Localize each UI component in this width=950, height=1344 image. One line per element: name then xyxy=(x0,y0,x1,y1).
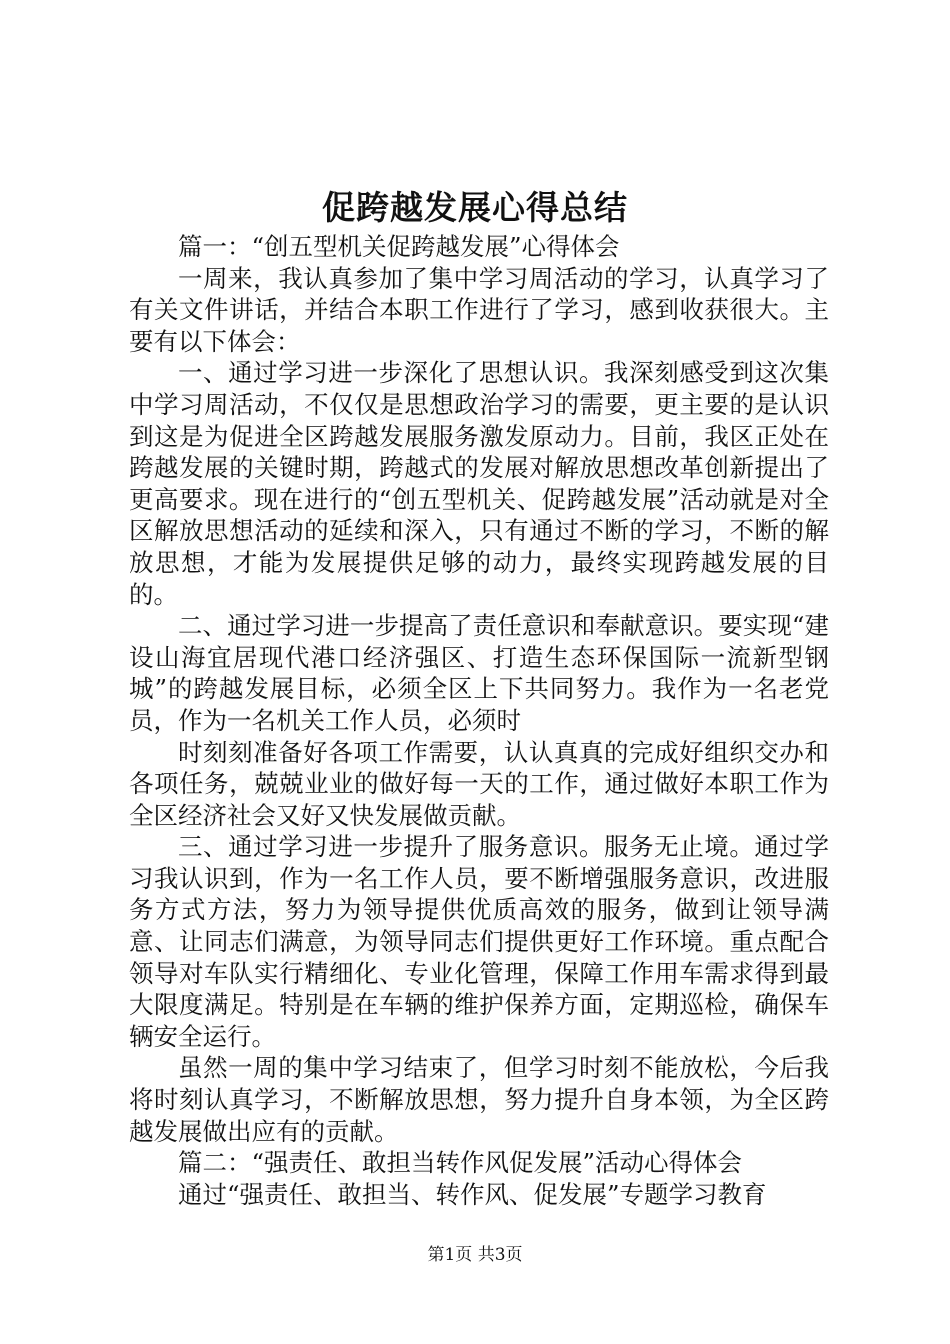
paragraph-point-two-continued: 时刻刻准备好各项工作需要，认认真真的完成好组织交办和各项任务，兢兢业业的做好每一天的工作，通过做好本职工作为全区经济社会又好又快发展做贡献。 xyxy=(129,737,829,830)
paragraph-heading-part-two: 篇二：“强责任、敢担当转作风促发展”活动心得体会 xyxy=(178,1148,743,1178)
paragraph-conclusion: 虽然一周的集中学习结束了，但学习时刻不能放松，今后我将时刻认真学习，不断解放思想，努力提升自身本领，为全区跨越发展做出应有的贡献。 xyxy=(129,1053,829,1146)
document-title: 促跨越发展心得总结 xyxy=(322,188,628,227)
paragraph-point-two: 二、通过学习进一步提高了责任意识和奉献意识。要实现“建设山海宜居现代港口经济强区、打造生态环保国际一流新型钢城”的跨越发展目标，必须全区上下共同努力。我作为一名老党员，作为一名机关工作人员，必须时 xyxy=(129,611,829,735)
paragraph-part-two-start: 通过“强责任、敢担当、转作风、促发展”专题学习教育 xyxy=(178,1179,767,1209)
paragraph-heading-part-one: 篇一：“创五型机关促跨越发展”心得体会 xyxy=(178,232,620,261)
paragraph-point-three: 三、通过学习进一步提升了服务意识。服务无止境。通过学习我认识到，作为一名工作人员，要不断增强服务意识，改进服务方式方法，努力为领导提供优质高效的服务，做到让领导满意、让同志们满意，为领导同志们提供更好工作环境。重点配合领导对车队实行精细化、专业化管理，保障工作用车需求得到最大限度满足。特别是在车辆的维护保养方面，定期巡检，确保车辆安全运行。 xyxy=(129,832,829,1051)
page-number-footer: 第1页 共3页 xyxy=(427,1245,523,1265)
paragraph-point-one: 一、通过学习进一步深化了思想认识。我深刻感受到这次集中学习周活动，不仅仅是思想政治学习的需要，更主要的是认识到这是为促进全区跨越发展服务激发原动力。目前，我区正处在跨越发展的关键时期，跨越式的发展对解放思想改革创新提出了更高要求。现在进行的“创五型机关、促跨越发展”活动就是对全区解放思想活动的延续和深入，只有通过不断的学习，不断的解放思想，才能为发展提供足够的动力，最终实现跨越发展的目的。 xyxy=(129,358,829,609)
document-body xyxy=(129,231,829,1210)
paragraph-intro: 一周来，我认真参加了集中学习周活动的学习，认真学习了有关文件讲话，并结合本职工作进行了学习，感到收获很大。主要有以下体会： xyxy=(129,263,829,356)
